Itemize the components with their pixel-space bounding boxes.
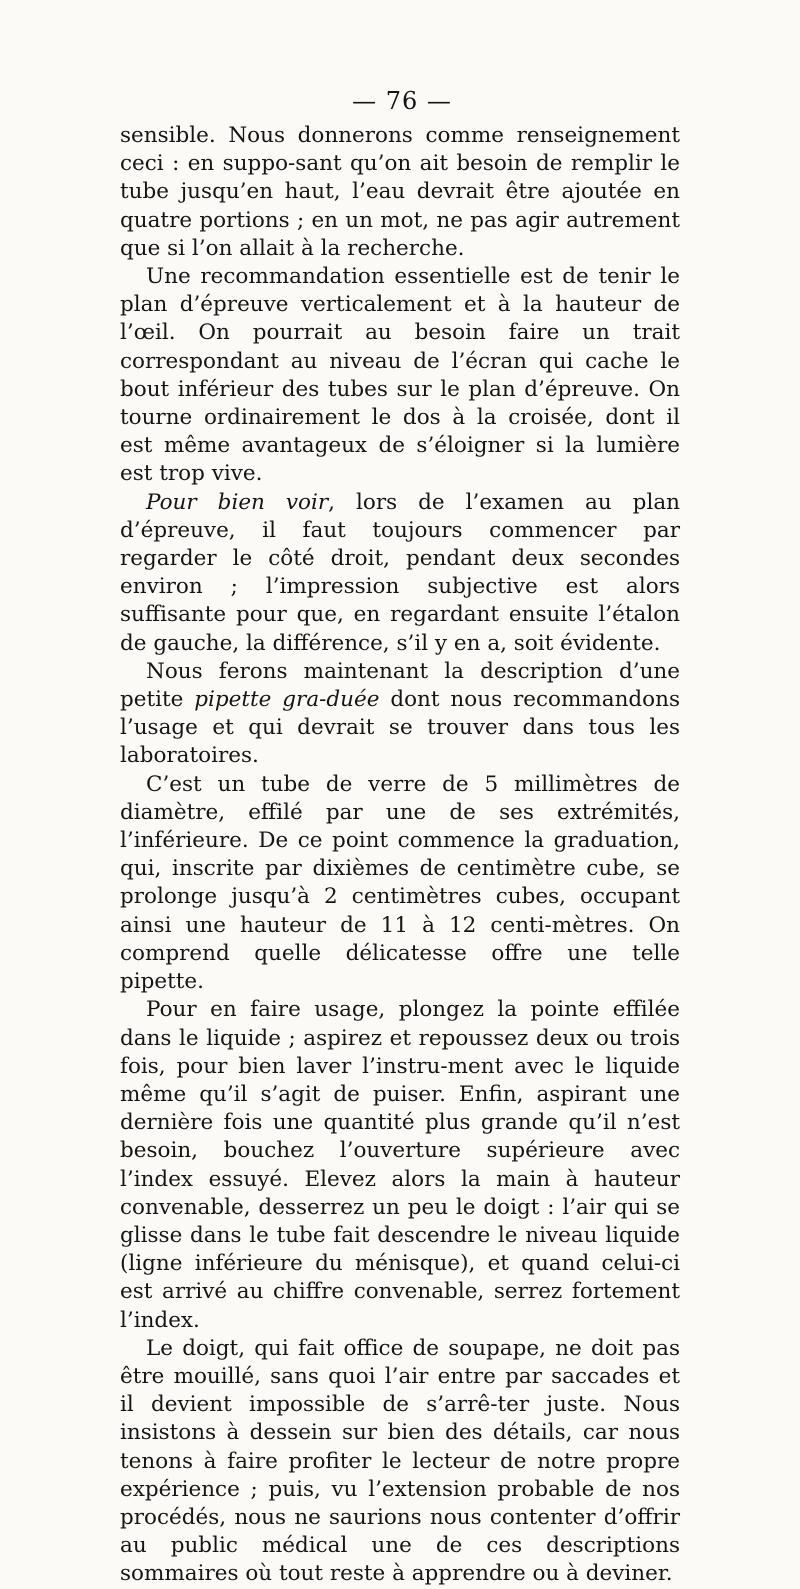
text-run: Nous ferons maintenant la description d’une petite <box>120 658 680 713</box>
italic-phrase: Pour bien voir <box>146 489 329 515</box>
text-run: C’est un tube de verre de 5 millimètres de diamètre, effilé par une de ses extrémités, l’inférieure. De ce point commence la graduation, qui, inscrite par dixièmes de centimètre cube, se prolonge jusqu’à 2 centimètres cubes, occupant ainsi une hauteur de 11 à 12 centi-mètres. On comprend quelle délicatesse offre une telle pipette. <box>120 771 680 995</box>
paragraph-p4 <box>120 658 680 771</box>
paragraph-p7 <box>120 1335 680 1589</box>
paragraph-p3 <box>120 489 680 658</box>
page-number: — 76 — <box>352 87 452 115</box>
body-text <box>120 122 680 1589</box>
paragraph-p2 <box>120 263 680 489</box>
paragraph-p6 <box>120 996 680 1334</box>
paragraph-p5 <box>120 771 680 997</box>
text-run: sensible. Nous donnerons comme renseignement ceci : en suppo-sant qu’on ait besoin de remplir le tube jusqu’en haut, l’eau devrait être ajoutée en quatre portions ; en un mot, ne pas agir autrement que si l’on allait à la recherche. <box>120 123 680 261</box>
paragraph-p1 <box>120 122 680 263</box>
text-run: Une recommandation essentielle est de tenir le plan d’épreuve verticalement et à la hauteur de l’œil. On pourrait au besoin faire un trait correspondant au niveau de l’écran qui cache le bout inférieur des tubes sur le plan d’épreuve. On tourne ordinairement le dos à la croisée, dont il est même avantageux de s’éloigner si la lumière est trop vive. <box>120 264 680 487</box>
text-run: Pour en faire usage, plongez la pointe effilée dans le liquide ; aspirez et repoussez deux ou trois fois, pour bien laver l’instru-ment avec le liquide même qu’il s’agit de puiser. Enfin, aspirant une dernière fois une quantité plus grande qu’il n’est besoin, bouchez l’ouverture supérieure avec l’index essuyé. Elevez alors la main à hauteur convenable, desserrez un peu le doigt : l’air qui se glisse dans le tube fait descendre le niveau liquide (ligne inférieure du ménisque), et quand celui-ci est arrivé au chiffre convenable, serrez fortement l’index. <box>120 997 680 1333</box>
text-run: , lors de l’examen au plan d’épreuve, il faut toujours commencer par regarder le côté droit, pendant deux secondes environ ; l’impression subjective est alors suffisante pour que, en regardant ensuite l’étalon de gauche, la différence, s’il y en a, soit évidente. <box>120 489 680 656</box>
text-run: dont nous recommandons l’usage et qui devrait se trouver dans tous les laboratoires. <box>120 687 681 769</box>
italic-phrase: pipette gra-duée <box>194 687 380 713</box>
text-run: Le doigt, qui fait office de soupape, ne doit pas être mouillé, sans quoi l’air entre par saccades et il devient impossible de s’arrê-ter juste. Nous insistons à dessein sur bien des détails, car nous tenons à faire profiter le lecteur de notre propre expérience ; puis, vu l’extension probable de nos procédés, nous ne saurions nous contenter d’offrir au public médical une de ces descriptions sommaires où tout reste à apprendre ou à deviner. <box>120 1335 680 1587</box>
